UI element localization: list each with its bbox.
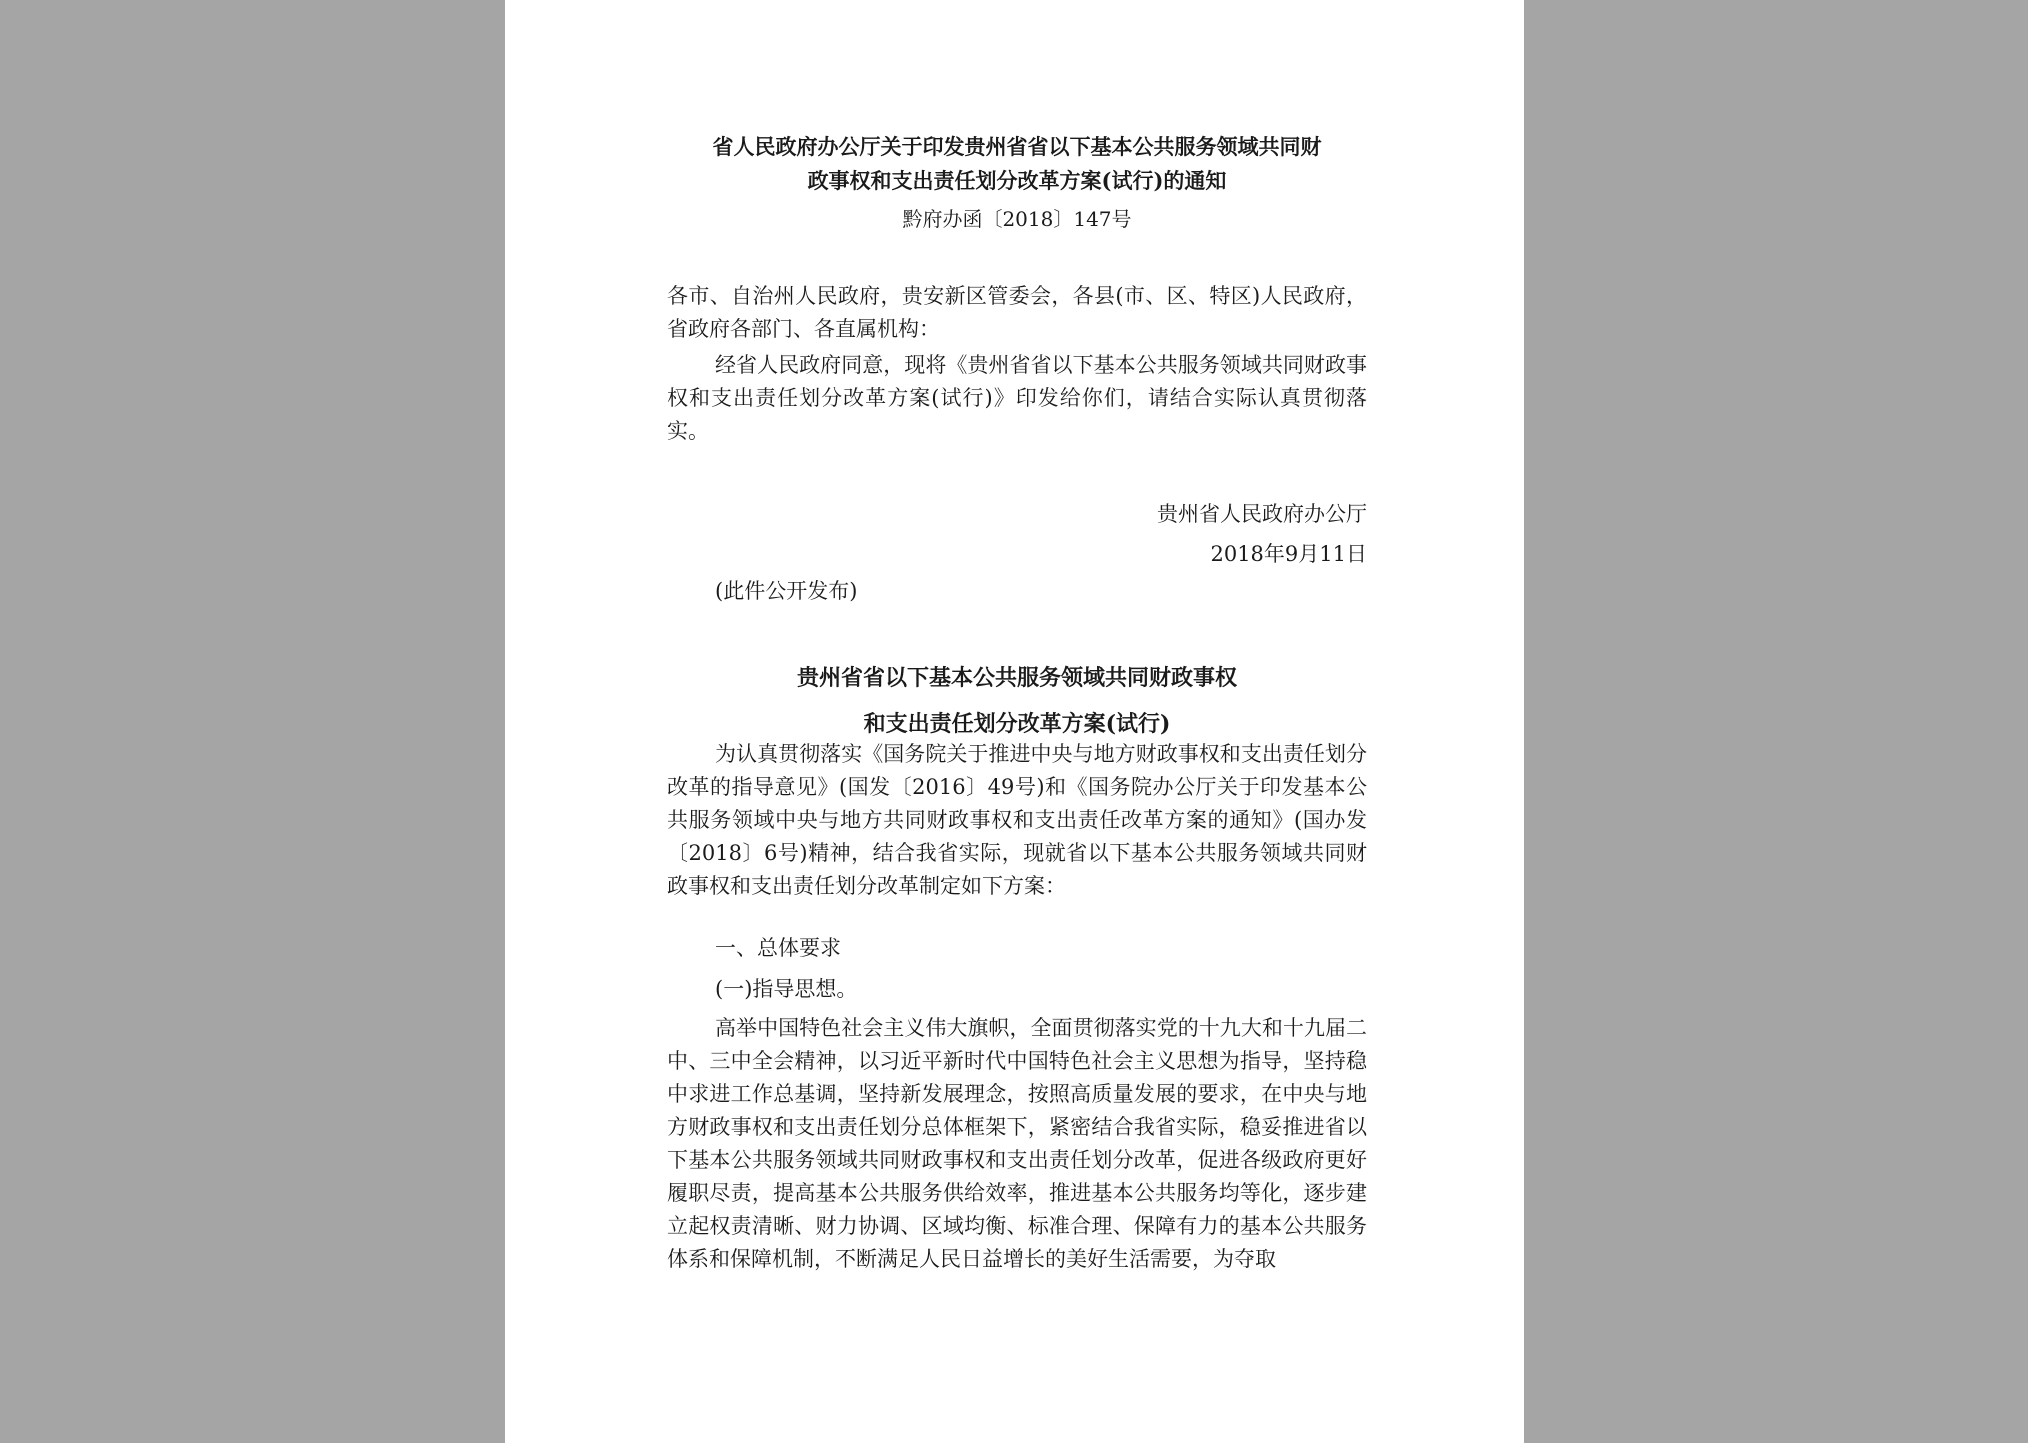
notice-title — [667, 130, 1367, 198]
signature-block — [667, 494, 1367, 574]
section-heading: 一、总体要求 — [715, 936, 841, 960]
guiding-ideology-text: 高举中国特色社会主义伟大旗帜，全面贯彻落实党的十九大和十九届二中、三中全会精神，以习近平新时代中国特色社会主义思想为指导，坚持稳中求进工作总基调，坚持新发展理念，按照高质量发展的要求，在中央与地方财政事权和支出责任划分总体框架下，紧密结合我省实际，稳妥推进省以下基本公共服务领域共同财政事权和支出责任划分改革，促进各级政府更好履职尽责，提高基本公共服务供给效率，推进基本公共服务均等化，逐步建立起权责清晰、财力协调、区域均衡、标准合理、保障有力的基本公共服务体系和保障机制，不断满足人民日益增长的美好生活需要，为夺取 — [667, 1016, 1367, 1271]
plan-title-line1: 贵州省省以下基本公共服务领域共同财政事权 — [796, 665, 1237, 691]
notice-title-line2: 政事权和支出责任划分改革方案(试行)的通知 — [807, 168, 1227, 193]
document-number: 黔府办函〔2018〕147号 — [902, 207, 1132, 231]
publication-note: (此件公开发布) — [715, 579, 858, 603]
notice-title-line1: 省人民政府办公厅关于印发贵州省省以下基本公共服务领域共同财 — [712, 134, 1322, 159]
notice-body: 经省人民政府同意，现将《贵州省省以下基本公共服务领域共同财政事权和支出责任划分改革方案(试行)》印发给你们，请结合实际认真贯彻落实。 — [667, 353, 1367, 443]
addressees: 各市、自治州人民政府，贵安新区管委会，各县(市、区、特区)人民政府，省政府各部门、各直属机构： — [667, 284, 1367, 341]
plan-title-line2: 和支出责任划分改革方案(试行) — [863, 711, 1171, 737]
issuer: 贵州省人民政府办公厅 — [1157, 502, 1367, 526]
issue-date: 2018年9月11日 — [1210, 542, 1367, 566]
plan-title — [667, 655, 1367, 747]
plan-intro: 为认真贯彻落实《国务院关于推进中央与地方财政事权和支出责任划分改革的指导意见》(国发〔2016〕49号)和《国务院办公厅关于印发基本公共服务领域中央与地方共同财政事权和支出责任改革方案的通知》(国办发〔2018〕6号)精神，结合我省实际，现就省以下基本公共服务领域共同财政事权和支出责任划分改革制定如下方案： — [667, 742, 1367, 898]
subsection-heading: (一)指导思想。 — [715, 977, 858, 1001]
document-page — [505, 0, 1524, 1443]
